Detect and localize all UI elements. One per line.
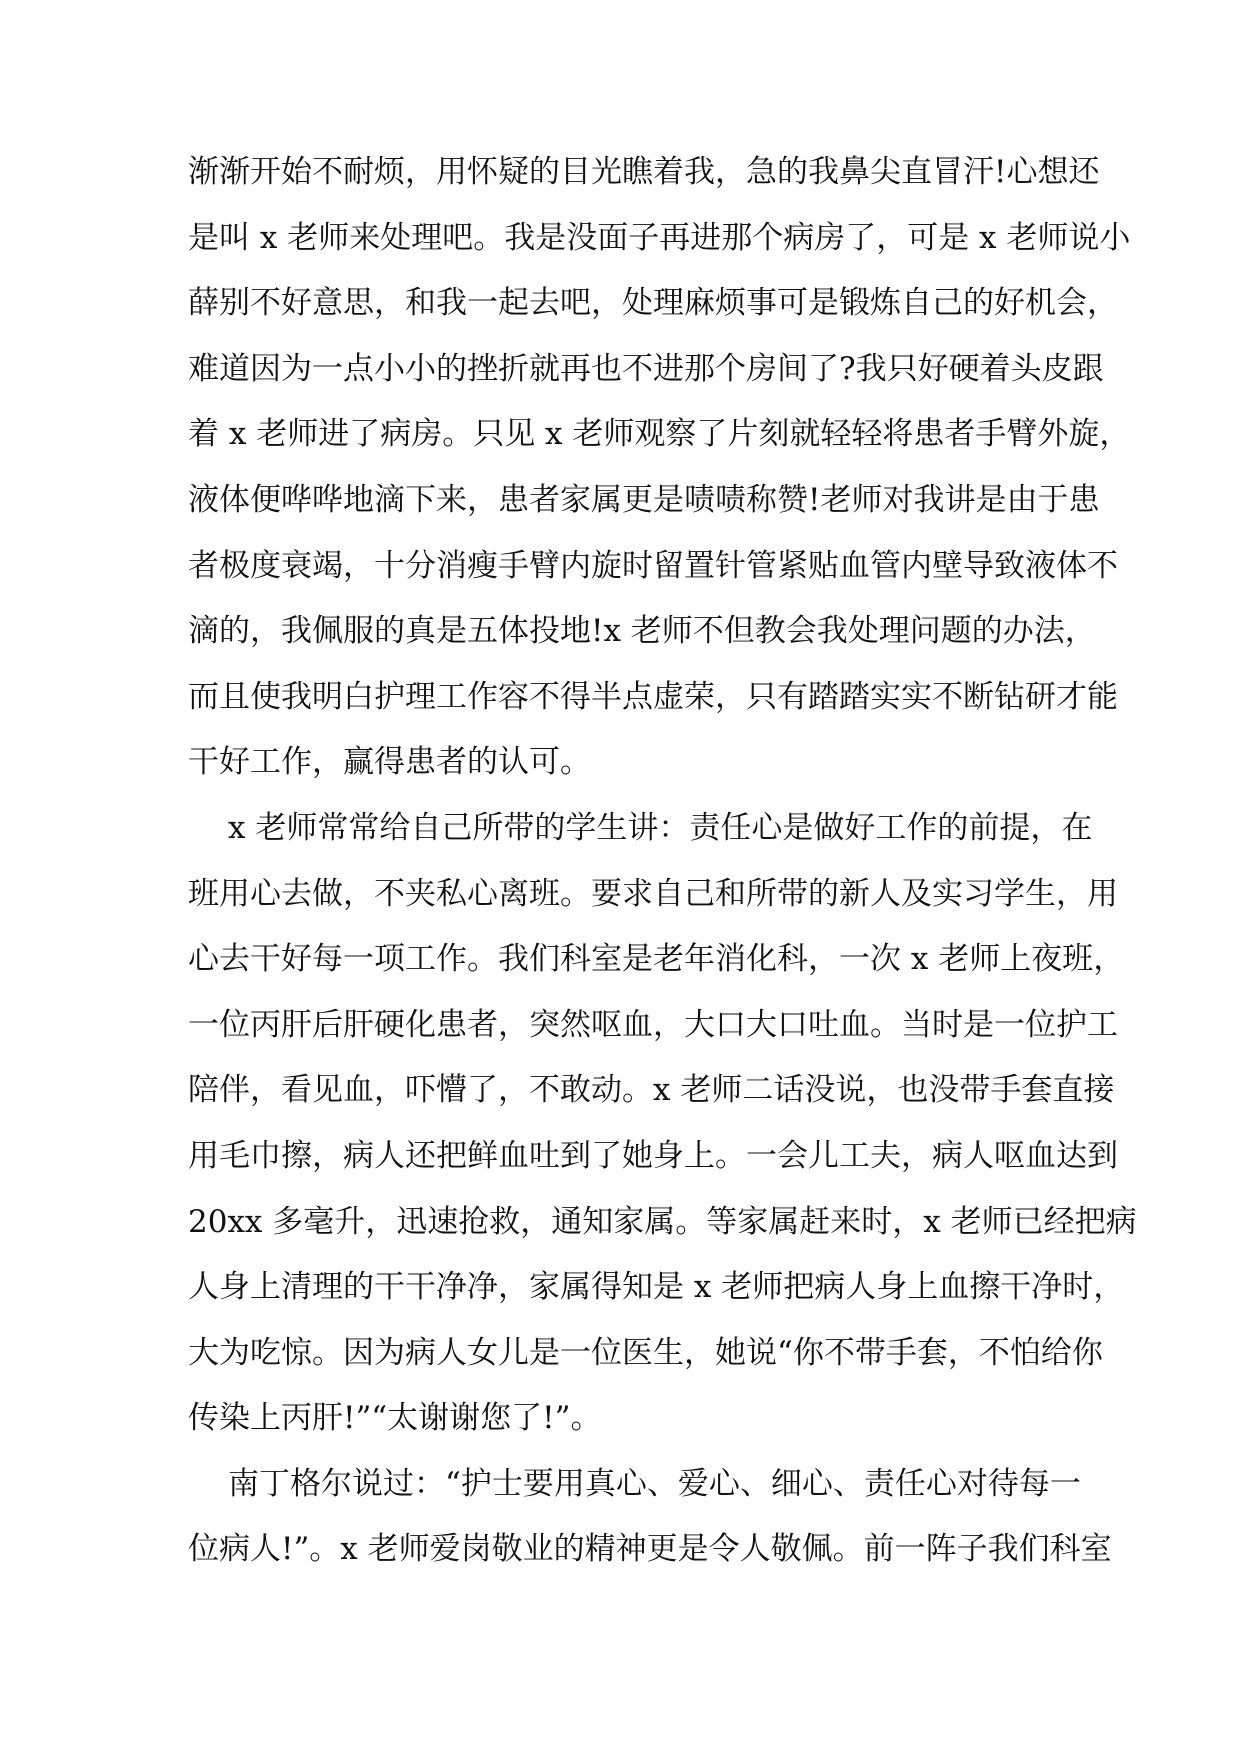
paragraph-1-line-5: 着 x 老师进了病房。只见 x 老师观察了片刻就轻轻将患者手臂外旋， xyxy=(188,416,1131,453)
paragraph-2-line-2: 班用心去做，不夹私心离班。要求自己和所带的新人及实习学生，用 xyxy=(188,875,1118,912)
paragraph-1-line-7: 者极度衰竭，十分消瘦手臂内旋时留置针管紧贴血管内壁导致液体不 xyxy=(188,547,1118,584)
paragraph-1-line-9: 而且使我明白护理工作容不得半点虚荣，只有踏踏实实不断钻研才能 xyxy=(188,678,1118,715)
paragraph-2-line-8: 人身上清理的干干净净，家属得知是 x 老师把病人身上血擦干净时， xyxy=(188,1269,1125,1306)
paragraph-2-line-4: 一位丙肝后肝硬化患者，突然呕血，大口大口吐血。当时是一位护工 xyxy=(188,1006,1118,1043)
document-body xyxy=(188,152,1137,1595)
paragraph-1-line-2: 是叫 x 老师来处理吧。我是没面子再进那个病房了，可是 x 老师说小 xyxy=(188,219,1131,256)
paragraph-2-line-6: 用毛巾擦，病人还把鲜血吐到了她身上。一会儿工夫，病人呕血达到 xyxy=(188,1137,1118,1174)
paragraph-3-line-2: 位病人!”。x 老师爱岗敬业的精神更是令人敬佩。前一阵子我们科室 xyxy=(188,1531,1112,1568)
paragraph-1-line-3: 薛别不好意思，和我一起去吧，处理麻烦事可是锻炼自己的好机会， xyxy=(188,285,1118,322)
paragraph-2-line-5: 陪伴，看见血，吓懵了，不敢动。x 老师二话没说，也没带手套直接 xyxy=(188,1072,1115,1109)
paragraph-2-line-10: 传染上丙肝!”“太谢谢您了!”。 xyxy=(188,1400,602,1437)
paragraph-2-line-9: 大为吃惊。因为病人女儿是一位医生，她说“你不带手套，不怕给你 xyxy=(188,1334,1103,1371)
paragraph-2-line-7: 20xx 多毫升，迅速抢救，通知家属。等家属赶来时，x 老师已经把病 xyxy=(188,1203,1137,1240)
paragraph-1-line-8: 滴的，我佩服的真是五体投地!x 老师不但教会我处理问题的办法， xyxy=(188,613,1096,650)
paragraph-2-line-1: x 老师常常给自己所带的学生讲：责任心是做好工作的前提，在 xyxy=(228,809,1093,846)
paragraph-2-line-3: 心去干好每一项工作。我们科室是老年消化科，一次 x 老师上夜班， xyxy=(188,941,1125,978)
paragraph-3-line-1: 南丁格尔说过：“护士要用真心、爱心、细心、责任心对待每一 xyxy=(228,1465,1081,1502)
paragraph-1-line-10: 干好工作，赢得患者的认可。 xyxy=(188,744,591,781)
paragraph-1-line-4: 难道因为一点小小的挫折就再也不进那个房间了?我只好硬着头皮跟 xyxy=(188,350,1104,387)
paragraph-1-line-6: 液体便哗哗地滴下来，患者家属更是啧啧称赞!老师对我讲是由于患 xyxy=(188,481,1100,518)
paragraph-1-line-1: 渐渐开始不耐烦，用怀疑的目光瞧着我，急的我鼻尖直冒汗!心想还 xyxy=(188,154,1100,190)
